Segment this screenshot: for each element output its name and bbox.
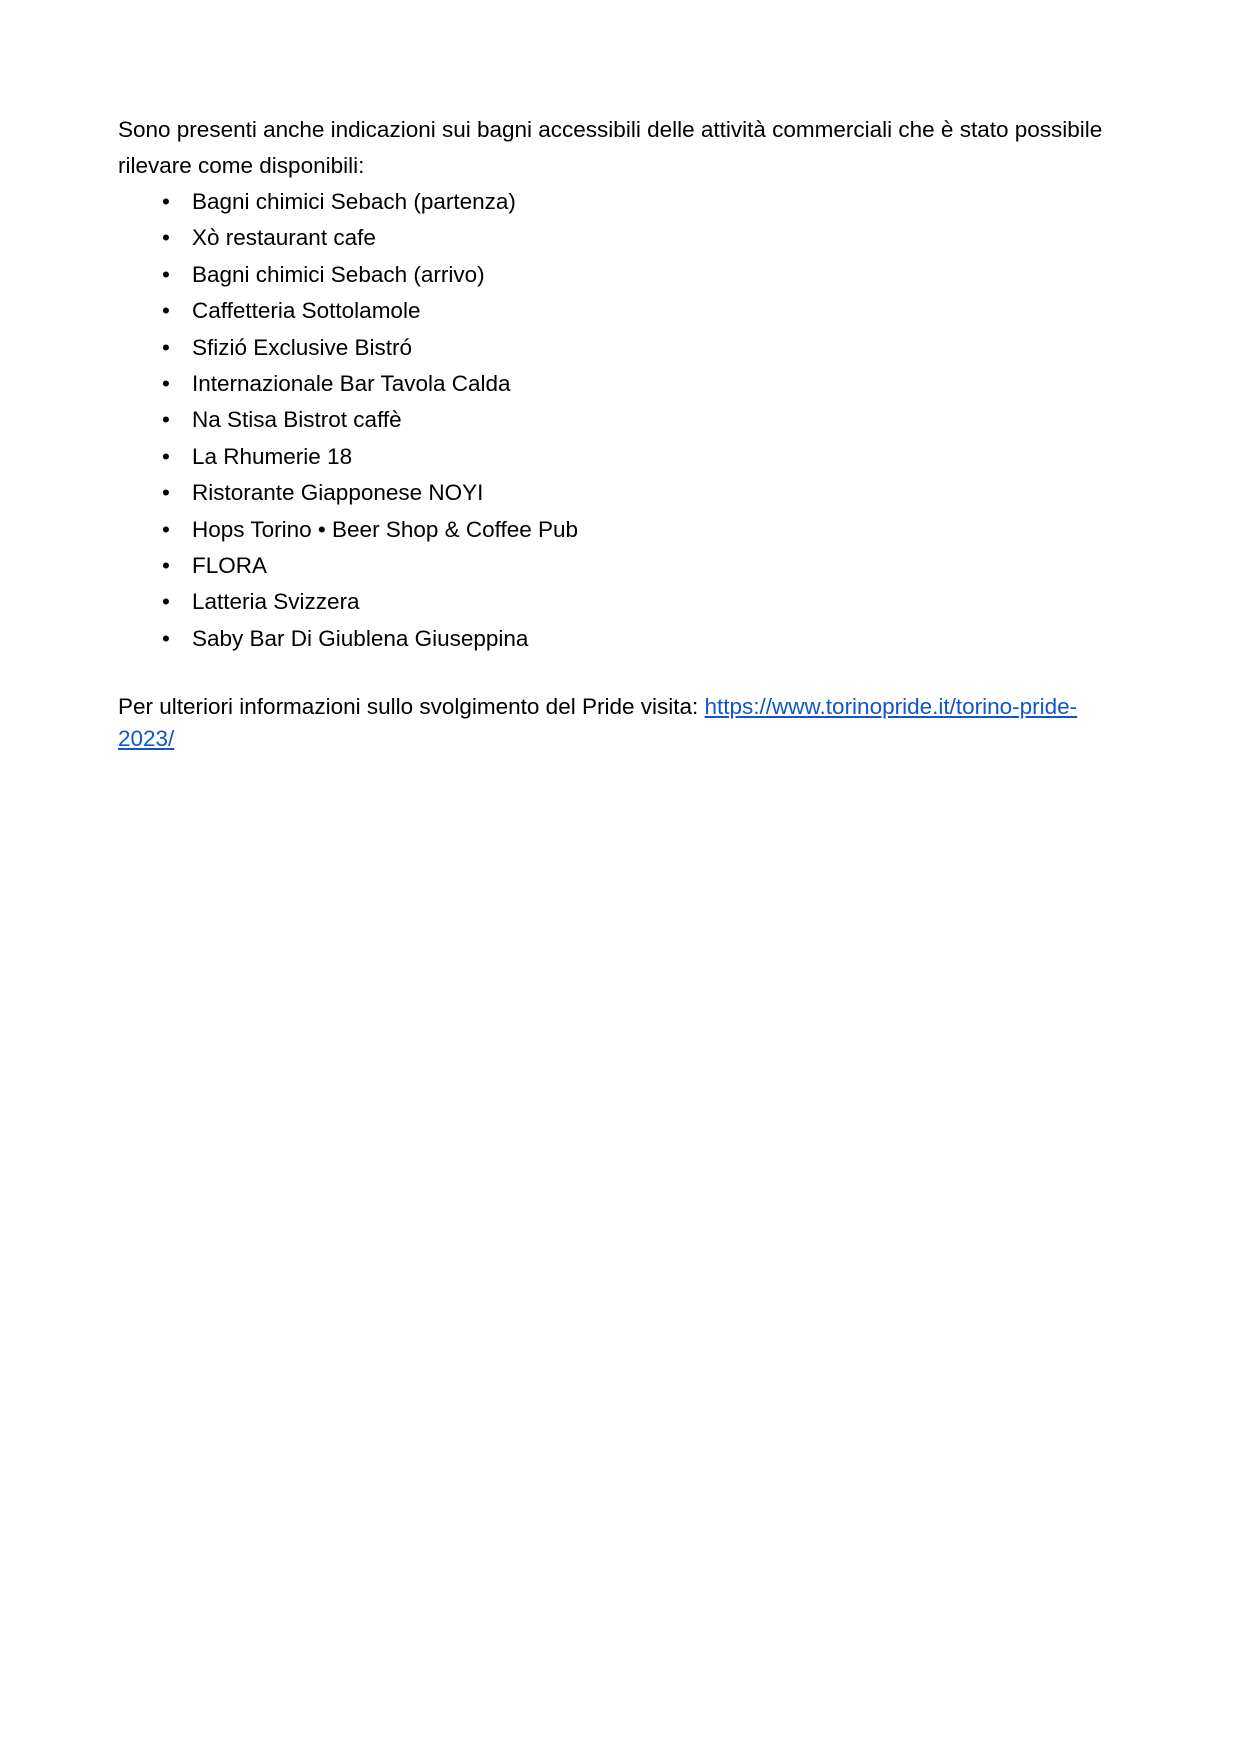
bullet-icon: • — [162, 407, 170, 433]
bullet-icon: • — [162, 480, 170, 506]
list-item-label: Internazionale Bar Tavola Calda — [192, 371, 511, 397]
list-item — [118, 330, 1128, 366]
list-item — [118, 220, 1128, 256]
list-item — [118, 512, 1128, 548]
accessible-bathrooms-list — [118, 184, 1128, 657]
list-item-label: Hops Torino • Beer Shop & Coffee Pub — [192, 516, 579, 542]
document-page — [118, 112, 1128, 755]
bullet-icon: • — [162, 334, 170, 360]
list-item-label: FLORA — [192, 553, 268, 579]
bullet-icon: • — [162, 225, 170, 251]
list-item — [118, 402, 1128, 438]
list-item — [118, 293, 1128, 329]
torino-pride-link[interactable]: https://www.torinopride.it/torino-pride-2023/ — [118, 694, 1078, 752]
bullet-icon: • — [162, 516, 170, 542]
bullet-icon: • — [162, 443, 170, 469]
bullet-icon: • — [162, 625, 170, 651]
bullet-icon: • — [162, 261, 170, 287]
list-item — [118, 184, 1128, 220]
bullet-icon: • — [162, 298, 170, 324]
list-item-label: Saby Bar Di Giublena Giuseppina — [192, 625, 529, 651]
list-item-label: La Rhumerie 18 — [192, 443, 353, 469]
list-item — [118, 548, 1128, 584]
bullet-icon: • — [162, 371, 170, 397]
list-item-label: Ristorante Giapponese NOYI — [192, 480, 484, 506]
list-item — [118, 584, 1128, 620]
bullet-icon: • — [162, 553, 170, 579]
list-item-label: Latteria Svizzera — [192, 589, 360, 615]
list-item-label: Na Stisa Bistrot caffè — [192, 407, 402, 433]
more-info-text: Per ulteriori informazioni sullo svolgimento del Pride visita: — [118, 694, 699, 720]
bullet-icon: • — [162, 589, 170, 615]
intro-paragraph: Sono presenti anche indicazioni sui bagni accessibili delle attività commerciali che è stato possibile rilevare come disponibili: — [118, 117, 1103, 178]
bullet-icon: • — [162, 189, 170, 214]
list-item — [118, 366, 1128, 402]
list-item — [118, 475, 1128, 511]
list-item — [118, 621, 1128, 657]
list-item — [118, 257, 1128, 293]
list-item-label: Xò restaurant cafe — [192, 225, 376, 251]
list-item-label: Bagni chimici Sebach (arrivo) — [192, 261, 485, 287]
list-item-label: Bagni chimici Sebach (partenza) — [192, 189, 516, 214]
more-info-paragraph — [118, 691, 1128, 755]
list-item-label: Sfizió Exclusive Bistró — [192, 334, 413, 360]
list-item-label: Caffetteria Sottolamole — [192, 298, 421, 324]
list-item — [118, 439, 1128, 475]
